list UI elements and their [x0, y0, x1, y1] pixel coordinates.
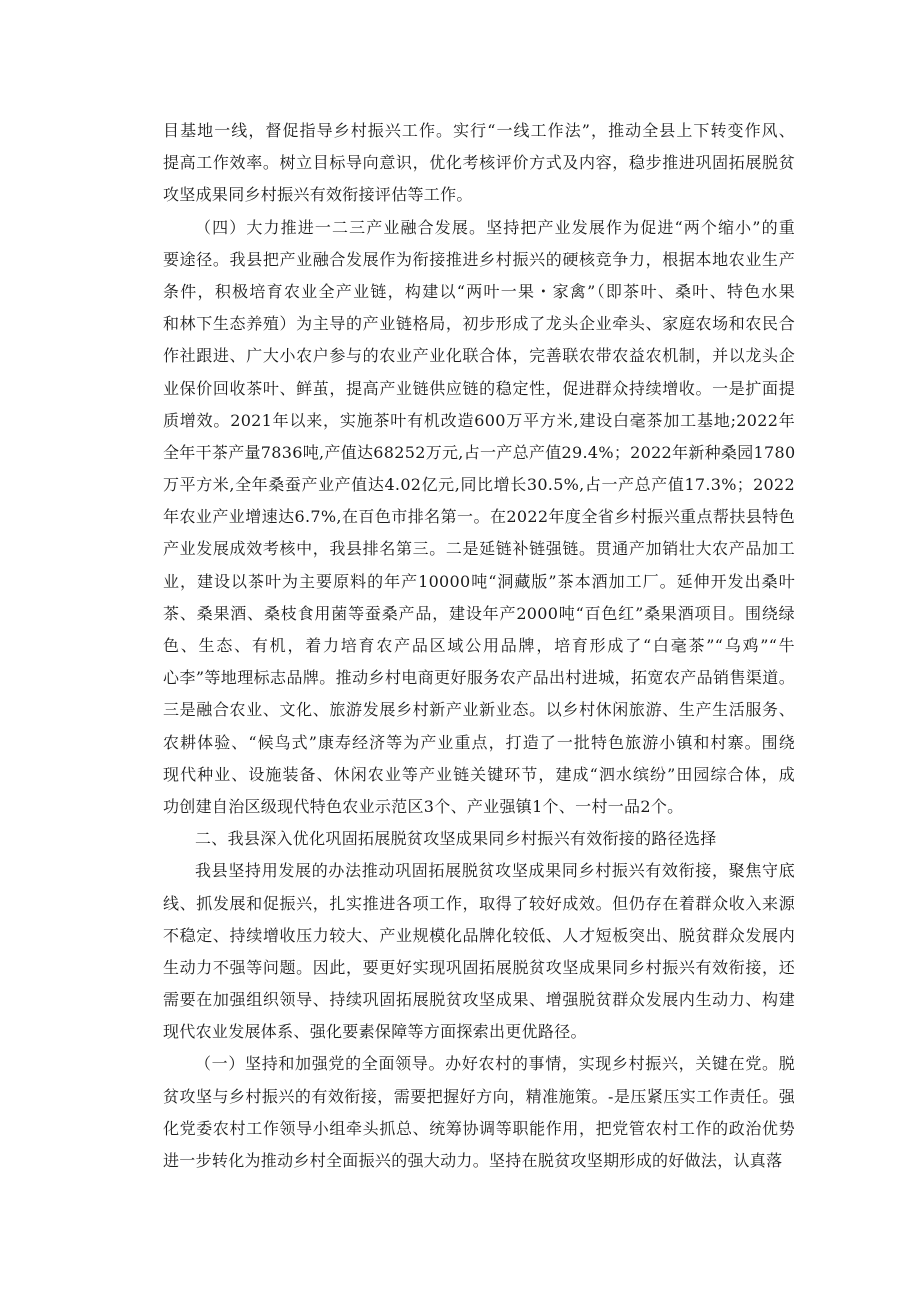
text-line: 贫攻坚与乡村振兴的有效衔接，需要把握好方向，精准施策。-是压紧压实工作责任。强: [163, 1086, 795, 1106]
paragraph: [163, 115, 795, 212]
text-line: 二、我县深入优化巩固拓展脱贫攻坚成果同乡村振兴有效衔接的路径选择: [195, 829, 717, 849]
text-line: 业，建设以茶叶为主要原料的年产10000吨“洞藏版”茶本酒加工厂。延伸开发出桑叶: [163, 571, 795, 591]
paragraph: [163, 855, 795, 1048]
text-line: （一）坚持和加强党的全面领导。办好农村的事情，实现乡村振兴，关键在党。脱: [195, 1054, 795, 1074]
text-line: 要途径。我县把产业融合发展作为衔接推进乡村振兴的硬核竞争力，根据本地农业生产: [163, 249, 795, 269]
text-line: 线、抓发展和促振兴，扎实推进各项工作，取得了较好成效。但仍存在着群众收入来源: [163, 893, 795, 913]
paragraph: [163, 212, 795, 824]
text-line: 现代种业、设施装备、休闲农业等产业链关键环节，建成“泗水缤纷”田园综合体，成: [163, 764, 795, 784]
paragraph: [163, 823, 795, 855]
text-line: 需要在加强组织领导、持续巩固拓展脱贫攻坚成果、增强脱贫群众发展内生动力、构建: [163, 990, 795, 1010]
text-line: 业保价回收茶叶、鲜茧，提高产业链供应链的稳定性，促进群众持续增收。一是扩面提: [163, 378, 795, 398]
body-text: [163, 115, 795, 1177]
text-line: 攻坚成果同乡村振兴有效衔接评估等工作。: [163, 185, 473, 205]
text-line: 全年干茶产量7836吨,产值达68252万元,占一产总产值29.4%；2022年新种桑园1780: [163, 442, 795, 462]
text-line: 提高工作效率。树立目标导向意识，优化考核评价方式及内容，稳步推进巩固拓展脱贫: [163, 153, 795, 173]
text-line: 进一步转化为推动乡村全面振兴的强大动力。坚持在脱贫攻坚期形成的好做法，认真落: [163, 1151, 783, 1170]
text-line: 年农业产业增速达6.7%,在百色市排名第一。在2022年度全省乡村振兴重点帮扶县特色: [163, 507, 795, 527]
text-line: 产业发展成效考核中，我县排名第三。二是延链补链强链。贯通产加销壮大农产品加工: [163, 539, 795, 559]
text-line: 条件，积极培育农业全产业链，构建以“两叶一果・家禽”（即茶叶、桑叶、特色水果: [163, 281, 795, 301]
text-line: 作社跟进、广大小农户参与的农业产业化联合体，完善联农带农益农机制，并以龙头企: [163, 346, 795, 366]
text-line: 生动力不强等问题。因此，要更好实现巩固拓展脱贫攻坚成果同乡村振兴有效衔接，还: [163, 957, 795, 977]
text-line: 我县坚持用发展的办法推动巩固拓展脱贫攻坚成果同乡村振兴有效衔接，聚焦守底: [195, 861, 795, 881]
text-line: 万平方米,全年桑蚕产业产值达4.02亿元,同比增长30.5%,占一产总产值17.3%；2022: [163, 475, 795, 495]
text-line: 不稳定、持续增收压力较大、产业规模化品牌化较低、人才短板突出、脱贫群众发展内: [163, 925, 795, 945]
text-line: 和林下生态养殖）为主导的产业链格局，初步形成了龙头企业牵头、家庭农场和农民合: [163, 314, 795, 334]
text-line: 现代农业发展体系、强化要素保障等方面探索出更优路径。: [163, 1022, 587, 1042]
paragraph: [163, 1048, 795, 1177]
text-line: （四）大力推进一二三产业融合发展。坚持把产业发展作为促进“两个缩小”的重: [195, 217, 795, 237]
text-line: 农耕体验、“候鸟式”康寿经济等为产业重点，打造了一批特色旅游小镇和村寨。围绕: [163, 732, 795, 752]
text-line: 色、生态、有机，着力培育农产品区域公用品牌，培育形成了“白毫茶”“乌鸡”“牛: [163, 636, 795, 655]
text-line: 质增效。2021年以来，实施茶叶有机改造600万平方米,建设白毫茶加工基地;2022年: [163, 410, 795, 430]
text-line: 目基地一线，督促指导乡村振兴工作。实行“一线工作法”，推动全县上下转变作风、: [163, 121, 795, 140]
text-line: 三是融合农业、文化、旅游发展乡村新产业新业态。以乡村休闲旅游、生产生活服务、: [163, 700, 795, 720]
text-line: 化党委农村工作领导小组牵头抓总、统筹协调等职能作用，把党管农村工作的政治优势: [163, 1118, 795, 1138]
text-line: 心李”等地理标志品牌。推动乡村电商更好服务农产品出村进城，拓宽农产品销售渠道。: [163, 668, 795, 688]
text-line: 功创建自治区级现代特色农业示范区3个、产业强镇1个、一村一品2个。: [163, 796, 684, 816]
text-line: 茶、桑果酒、桑枝食用菌等蚕桑产品，建设年产2000吨“百色红”桑果酒项目。围绕绿: [163, 603, 795, 623]
